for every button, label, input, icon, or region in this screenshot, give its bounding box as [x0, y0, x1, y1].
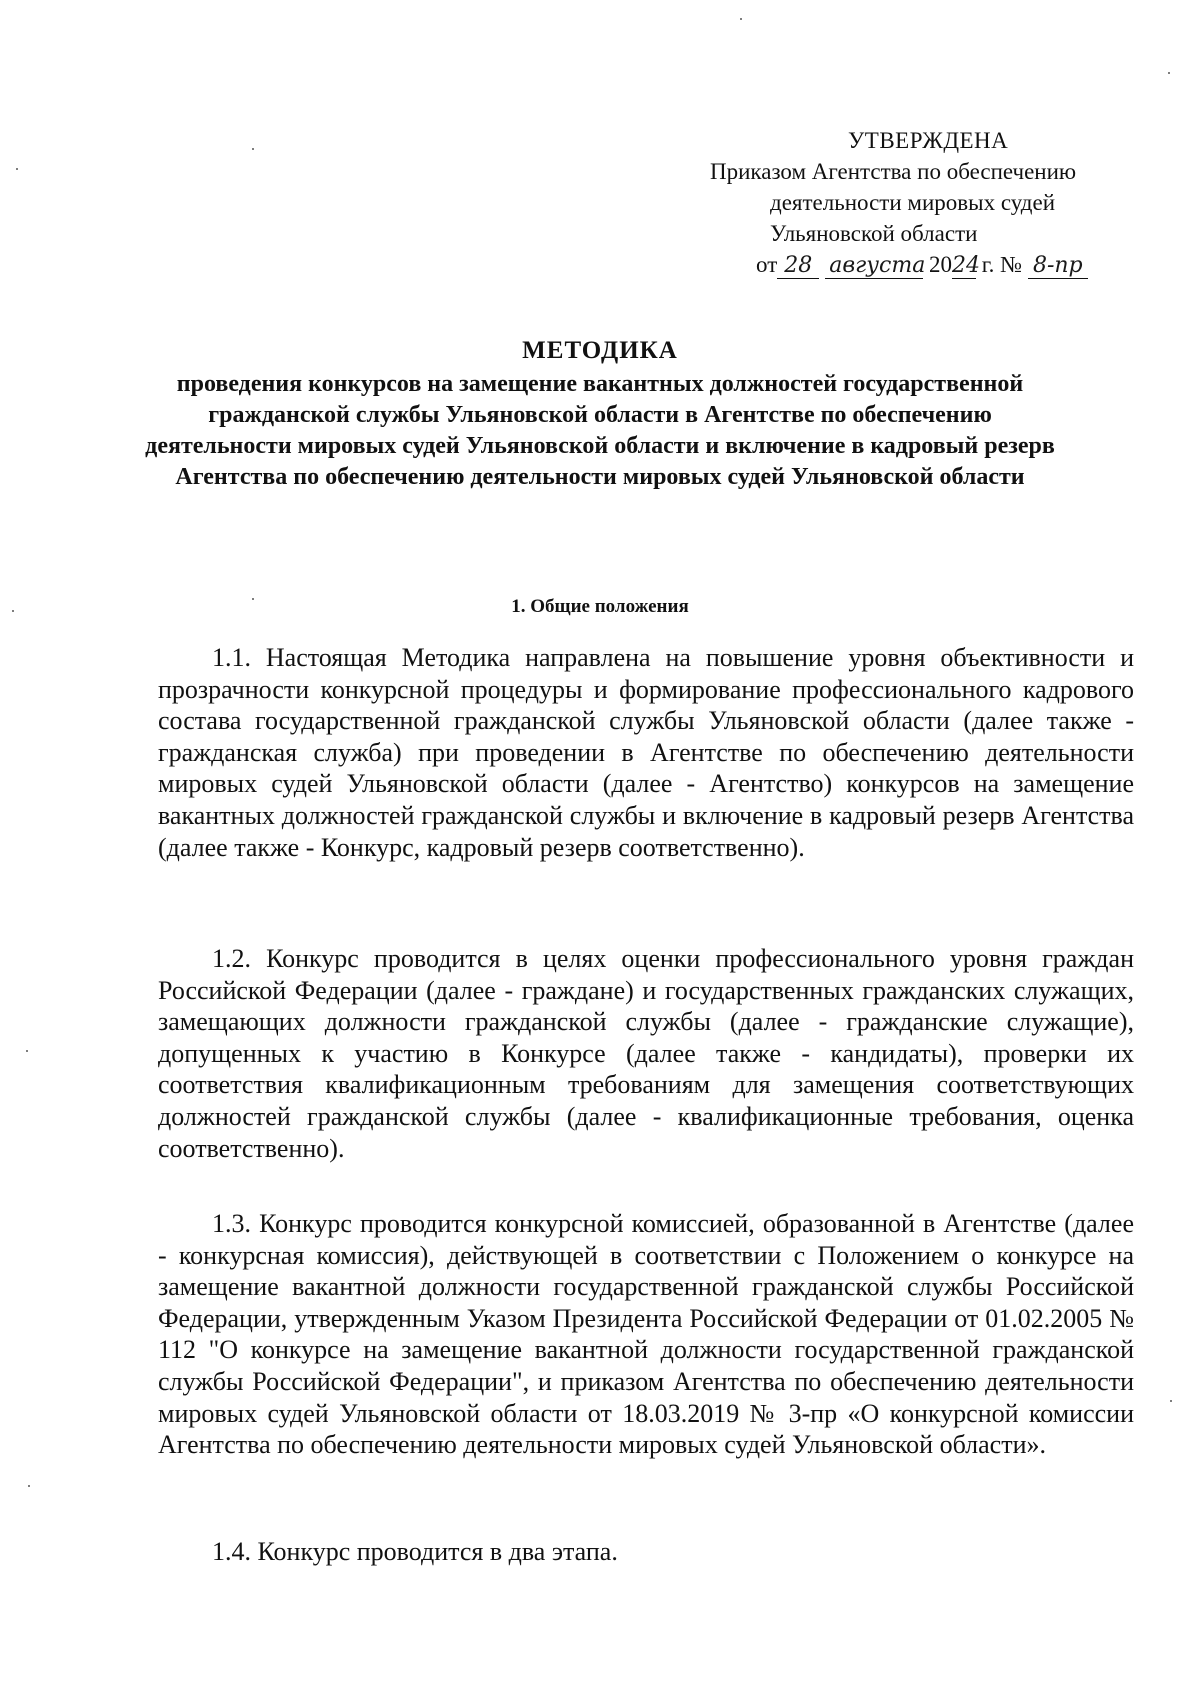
scan-speck	[1170, 1400, 1172, 1402]
title-main: МЕТОДИКА	[522, 337, 678, 364]
section-heading: 1. Общие положения	[511, 596, 689, 617]
scan-speck	[12, 610, 14, 612]
approval-stamp-block	[700, 125, 1120, 280]
scan-speck	[740, 18, 742, 20]
approval-region-line: Ульяновской области	[770, 221, 978, 246]
scan-speck	[26, 1050, 28, 1052]
order-number-label: г. №	[981, 252, 1023, 277]
approval-order-line: Приказом Агентства по обеспечению	[710, 159, 1077, 184]
paragraph-1-2: 1.2. Конкурс проводится в целях оценки профессионального уровня граждан Российской Федерации (далее - граждане) и государственных гражданских служащих, замещающих должности гражданской службы (далее - гражданские служащие), допущенных к участию в Конкурсе (далее также - кандидаты), проверки их соответствия квалификационным требованиям для замещения соответствующих должностей гражданской службы (далее - квалификационные требования, оценка соответственно).	[158, 944, 1134, 1163]
paragraph-1-3: 1.3. Конкурс проводится конкурсной комиссией, образованной в Агентстве (далее - конкурсная комиссия), действующей в соответствии с Положением о конкурсе на замещение вакантной должности государственной гражданской службы Российской Федерации, утвержденным Указом Президента Российской Федерации от 01.02.2005 № 112 "О конкурсе на замещение вакантной должности государственной гражданской службы Российской Федерации", и приказом Агентства по обеспечению деятельности мировых судей Ульяновской области от 18.03.2019 № 3-пр «О конкурсной комиссии Агентства по обеспечению деятельности мировых судей Ульяновской области».	[158, 1209, 1134, 1460]
handwritten-year: 24	[952, 253, 980, 278]
title-subtitle: проведения конкурсов на замещение вакантных должностей государственной гражданской службы Ульяновской области в Агентстве по обеспечению деятельности мировых судей Ульяновской области и включение в кадровый резерв Агентства по обеспечению деятельности мировых судей Ульяновской области	[145, 371, 1055, 490]
handwritten-order-number: 8-пр	[1028, 254, 1088, 279]
handwritten-day: 28	[777, 254, 819, 279]
scan-speck	[252, 148, 254, 150]
paragraph-1-1: 1.1. Настоящая Методика направлена на повышение уровня объективности и прозрачности конкурсной процедуры и формирование профессионального кадрового состава государственной гражданской службы Ульяновской области (далее также - гражданская служба) при проведении в Агентстве по обеспечению деятельности мировых судей Ульяновской области (далее - Агентство) конкурсов на замещение вакантных должностей гражданской службы и включение в кадровый резерв Агентства (далее также - Конкурс, кадровый резерв соответственно).	[158, 643, 1134, 862]
year-prefix: 20	[929, 252, 952, 277]
paragraph-1-4: 1.4. Конкурс проводится в два этапа.	[212, 1537, 618, 1566]
approval-status: УТВЕРЖДЕНА	[848, 128, 1009, 153]
scan-speck	[1168, 72, 1170, 74]
scan-speck	[16, 168, 18, 170]
date-prefix: от	[756, 252, 778, 277]
handwritten-month: августа	[825, 254, 923, 279]
approval-agency-line: деятельности мировых судей	[770, 190, 1056, 215]
scan-speck	[252, 598, 254, 600]
scan-speck	[28, 1485, 30, 1487]
document-title	[140, 335, 1060, 493]
approval-date-line	[700, 249, 1120, 280]
